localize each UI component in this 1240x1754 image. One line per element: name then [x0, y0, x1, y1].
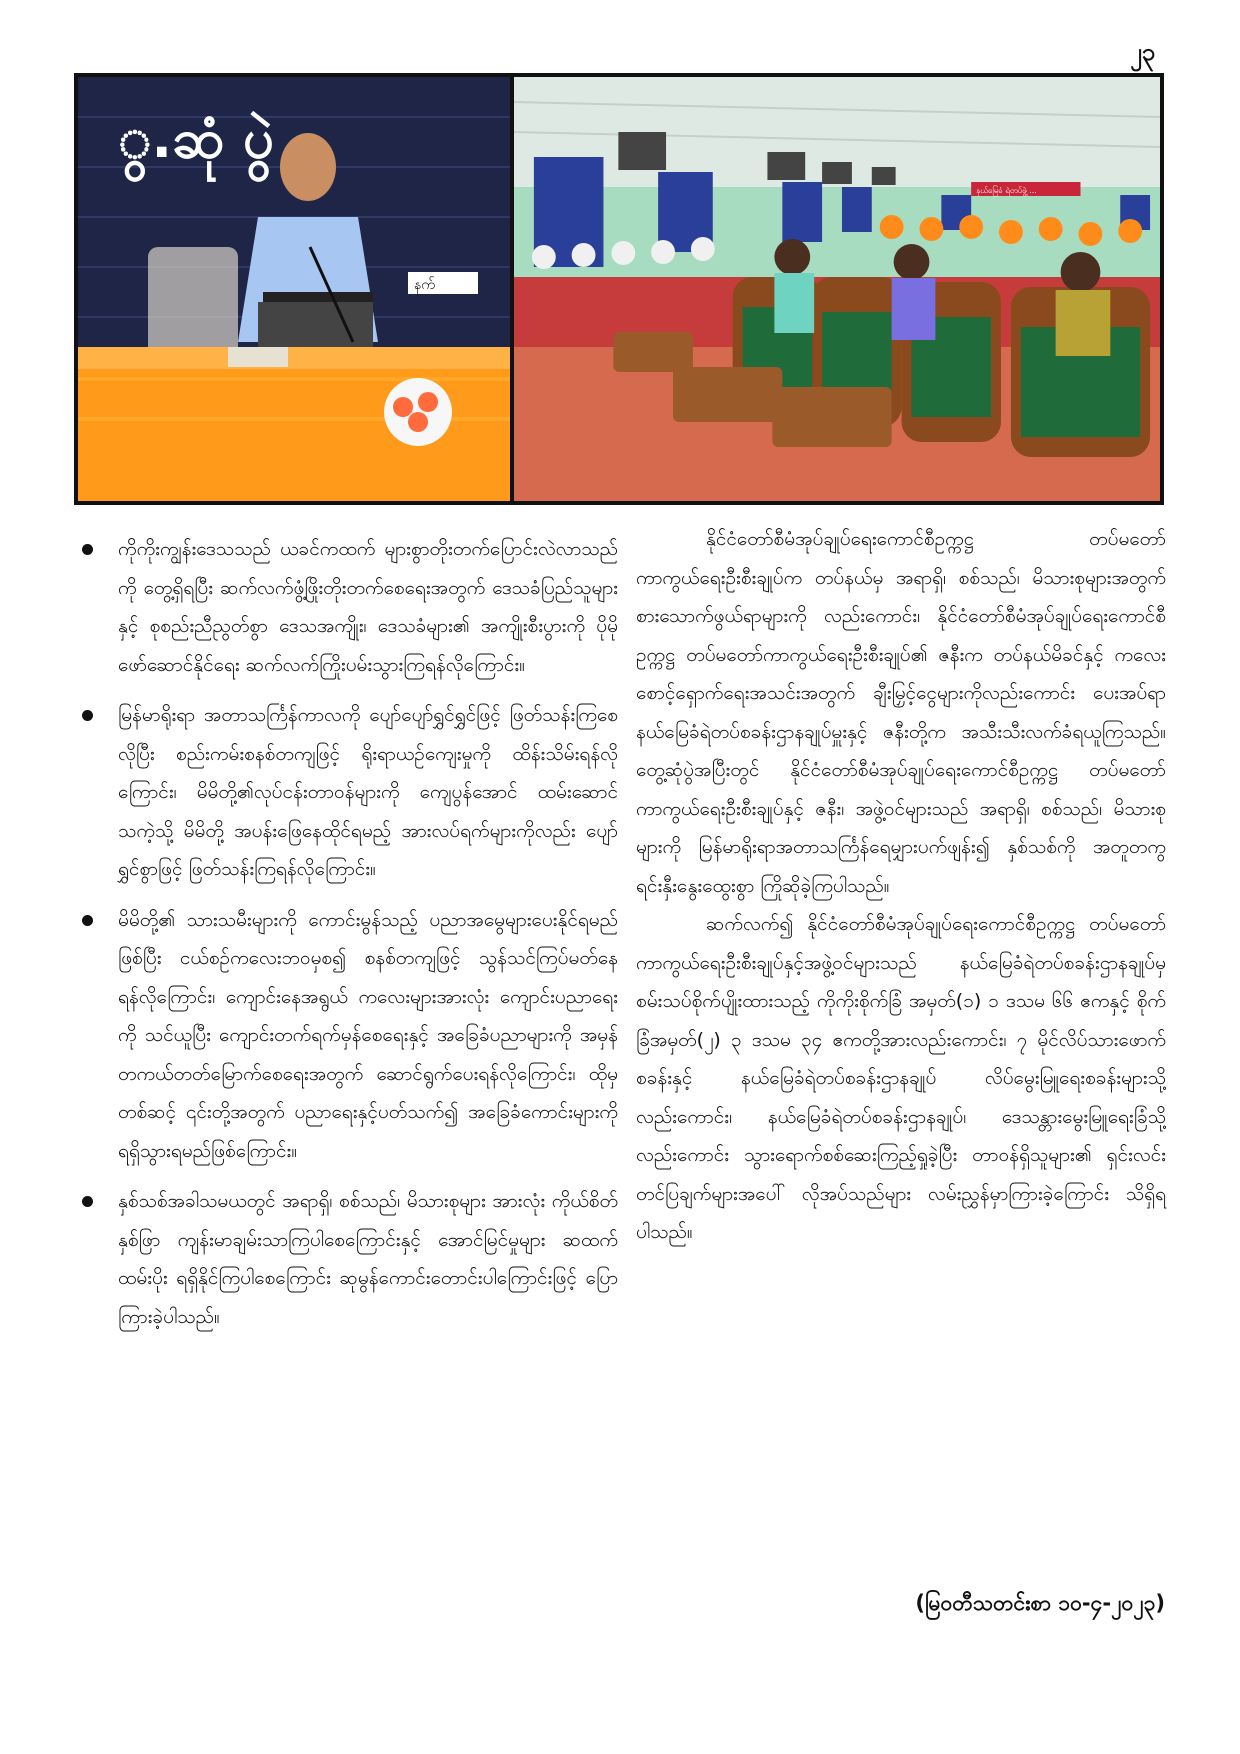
- news-photo-strip: [74, 73, 1164, 505]
- bullet-item: [78, 901, 618, 1171]
- body-paragraph: ဆက်လက်၍ နိုင်ငံတော်စီမံအုပ်ချုပ်ရေးကောင်စီဥက္ကဋ္ဌ တပ်မတော်ကာကွယ်ရေးဦးစီးချုပ်နှင့်အဖွဲ့ဝင်များသည် နယ်မြေခံရဲတပ်စခန်းဌာနချုပ်မှ စမ်းသပ်စိုက်ပျိုးထားသည့် ကိုကိုးစိုက်ခြံ အမှတ်(၁) ၁ ဒသမ ၆၆ ဧကနှင့် စိုက်ခြံအမှတ်(၂) ၃ ဒသမ ၃၄ ဧကတို့အားလည်းကောင်း၊ ၇ မိုင်လိပ်သားဖောက်စခန်းနှင့် နယ်မြေခံရဲတပ်စခန်းဌာနချုပ် လိပ်မွေးမြူရေးစခန်းများသို့လည်းကောင်း၊ နယ်မြေခံရဲတပ်စခန်းဌာနချုပ်၊ ဒေသန္တားမွေးမြူရေးခြံသို့လည်းကောင်း သွားရောက်စစ်ဆေးကြည့်ရှုခဲ့ပြီး တာဝန်ရှိသူများ၏ ရှင်းလင်းတင်ပြချက်များအပေါ် လိုအပ်သည်များ လမ်းညွှန်မှာကြားခဲ့ကြောင်း သိရှိရပါသည်။: [636, 913, 1166, 1243]
- bullet-item: [78, 1182, 618, 1336]
- bullet-dot-icon: [82, 710, 93, 721]
- left-column: [78, 530, 618, 1348]
- right-column: [636, 520, 1166, 1252]
- bullet-text: ကိုကိုးကျွန်းဒေသသည် ယခင်ကထက် များစွာတိုးတက်ပြောင်းလဲလာသည်ကို တွေ့ရှိရပြီး ဆက်လက်ဖွံ့ဖြိုးတိုးတက်စေရေးအတွက် ဒေသခံပြည်သူများနှင့် စုစည်းညီညွတ်စွာ ဒေသအကျိုး၊ ဒေသခံများ၏ အကျိုးစီးပွားကို ပိုမိုဖော်ဆောင်နိုင်ရေး ဆက်လက်ကြိုးပမ်းသွားကြရန်လိုကြောင်း။: [118, 538, 618, 676]
- banner-text: ွ.ဆုံ ပွဲ: [118, 107, 274, 170]
- bullet-text: မြန်မာရိုးရာ အတာသင်္ကြန်ကာလကို ပျော်ပျော်ရွှင်ရွှင်ဖြင့် ဖြတ်သန်းကြစေလိုပြီး စည်းကမ်းစနစ်တကျဖြင့် ရိုးရာယဉ်ကျေးမှုကို ထိန်းသိမ်းရန်လိုကြောင်း၊ မိမိတို့၏လုပ်ငန်းတာဝန်များကို ကျေပွန်အောင် ထမ်းဆောင်သကဲ့သို့ မိမိတို့ အပန်းဖြေနေထိုင်ရမည့် အားလပ်ရက်များကိုလည်း ပျော်ရွှင်စွာဖြင့် ဖြတ်သန်းကြရန်လိုကြောင်း။: [118, 704, 618, 880]
- hall-banner-text: နယ်မြေခံ ရဲတပ်ဖွဲ့ ...: [976, 185, 1037, 196]
- bullet-text: နှစ်သစ်အခါသမယတွင် အရာရှိ၊ စစ်သည်၊ မိသားစုများ အားလုံး ကိုယ်စိတ်နှစ်ဖြာ ကျန်းမာချမ်းသာကြပါစေကြောင်းနှင့် အောင်မြင်မှုများ ဆထက်ထမ်းပိုး ရရှိနိုင်ကြပါစေကြောင်း ဆုမွန်ကောင်းတောင်းပါကြောင်းဖြင့် ပြောကြားခဲ့ပါသည်။: [118, 1190, 618, 1328]
- audience-photo: [514, 77, 1160, 501]
- bullet-dot-icon: [82, 1196, 93, 1207]
- bullet-item: [78, 530, 618, 684]
- speaker-photo: [78, 77, 510, 501]
- bullet-item: [78, 696, 618, 889]
- bullet-dot-icon: [82, 915, 93, 926]
- name-card-text: နက်: [414, 277, 435, 293]
- bullet-dot-icon: [82, 544, 93, 555]
- bullet-text: မိမိတို့၏ သားသမီးများကို ကောင်းမွန်သည့် ပညာအမွေများပေးနိုင်ရမည်ဖြစ်ပြီး ငယ်စဉ်ကလေးဘဝမှစ၍ စနစ်တကျဖြင့် သွန်သင်ကြပ်မတ်နေရန်လိုကြောင်း၊ ကျောင်းနေအရွယ် ကလေးများအားလုံး ကျောင်းပညာရေးကို သင်ယူပြီး ကျောင်းတက်ရက်မှန်စေရေးနှင့် အခြေခံပညာများကို အမှန်တကယ်တတ်မြောက်စေရေးအတွက် ဆောင်ရွက်ပေးရန်လိုကြောင်း၊ ထိုမှတစ်ဆင့် ၎င်းတို့အတွက် ပညာရေးနှင့်ပတ်သက်၍ အခြေခံကောင်းများကို ရရှိသွားရမည်ဖြစ်ကြောင်း။: [118, 908, 618, 1162]
- source-citation: (မြဝတီသတင်းစာ ၁၀-၄-၂၀၂၃): [915, 1591, 1165, 1615]
- body-paragraph: နိုင်ငံတော်စီမံအုပ်ချုပ်ရေးကောင်စီဥက္ကဋ္ဌ တပ်မတော်ကာကွယ်ရေးဦးစီးချုပ်က တပ်နယ်မှ အရာရှိ၊ စစ်သည်၊ မိသားစုများအတွက် စားသောက်ဖွယ်ရာများကို လည်းကောင်း၊ နိုင်ငံတော်စီမံအုပ်ချုပ်ရေးကောင်စီဥက္ကဋ္ဌ တပ်မတော်ကာကွယ်ရေးဦးစီးချုပ်၏ ဇနီးက တပ်နယ်မိခင်နှင့် ကလေးစောင့်ရှောက်ရေးအသင်းအတွက် ချီးမြှင့်ငွေများကိုလည်းကောင်း ပေးအပ်ရာ နယ်မြေခံရဲတပ်စခန်းဌာနချုပ်မှူးနှင့် ဇနီးတို့က အသီးသီးလက်ခံရယူကြသည်။ တွေ့ဆုံပွဲအပြီးတွင် နိုင်ငံတော်စီမံအုပ်ချုပ်ရေးကောင်စီဥက္ကဋ္ဌ တပ်မတော်ကာကွယ်ရေးဦးစီးချုပ်နှင့် ဇနီး၊ အဖွဲ့ဝင်များသည် အရာရှိ၊ စစ်သည်၊ မိသားစုများကို မြန်မာရိုးရာအတာသင်္ကြန်ရေမျှားပက်ဖျန်း၍ နှစ်သစ်ကို အတူတကွ ရင်းနှီးနွေးထွေးစွာ ကြိုဆိုခဲ့ကြပါသည်။: [636, 528, 1166, 897]
- page-number: ၂၃: [1130, 38, 1156, 66]
